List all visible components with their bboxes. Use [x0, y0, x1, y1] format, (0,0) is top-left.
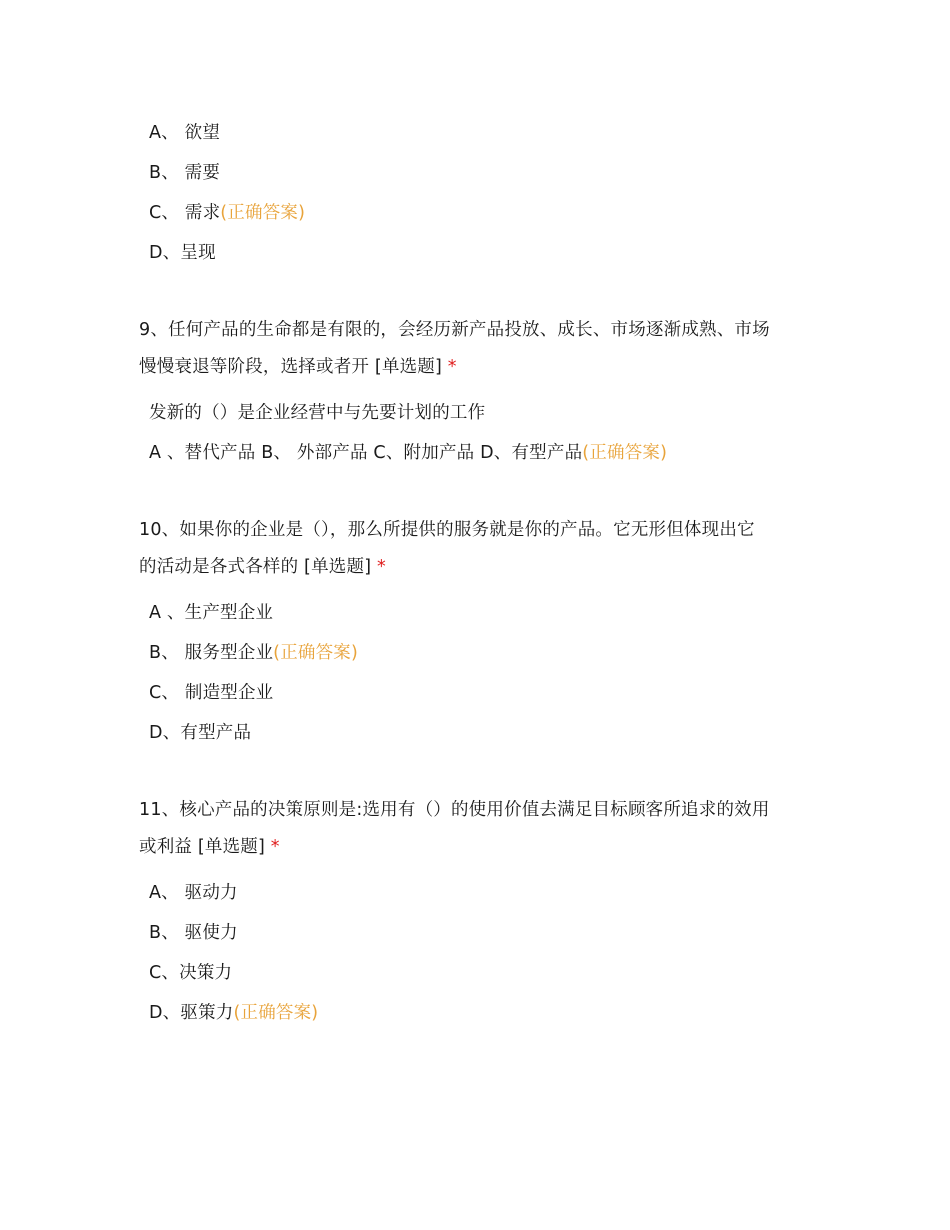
q8-option-a [149, 121, 220, 145]
required-mark: * [270, 837, 280, 857]
required-mark: * [447, 357, 457, 377]
option-label: B、 驱使力 [149, 923, 238, 943]
q11-text-line-1: 11、核心产品的决策原则是:选用有（）的使用价值去满足目标顾客所追求的效用 [139, 800, 770, 820]
q8-option-d [149, 241, 216, 265]
correct-answer-mark: (正确答案) [220, 203, 306, 223]
option-label: B、 服务型企业 [149, 643, 274, 663]
required-mark: * [376, 557, 386, 577]
q10-option-b [149, 641, 358, 665]
option-label: C、 制造型企业 [149, 683, 274, 703]
option-label: C、决策力 [149, 963, 233, 983]
q11-option-a [149, 881, 238, 905]
q10-text-line-1: 10、如果你的企业是（），那么所提供的服务就是你的产品。它无形但体现出它 [139, 520, 755, 540]
option-label: D、有型产品 [149, 723, 252, 743]
option-label: C、 需求 [149, 203, 221, 223]
q10-option-d [149, 721, 251, 745]
correct-answer-mark: (正确答案) [233, 1003, 319, 1023]
q8-option-c [149, 201, 305, 225]
q9-continuation: 发新的（）是企业经营中与先要计划的工作 [149, 403, 486, 423]
q8-option-b [149, 161, 220, 185]
option-label: B、 需要 [149, 163, 221, 183]
question-text: 或利益 [单选题] [139, 837, 266, 857]
q10-option-c [149, 681, 273, 705]
q9-text-line-2 [139, 355, 457, 379]
q11-option-c [149, 961, 232, 985]
question-text: 的活动是各式各样的 [单选题] [139, 557, 372, 577]
option-label: A 、生产型企业 [149, 603, 274, 623]
option-label: A、 欲望 [149, 123, 221, 143]
options-text: A 、替代产品 B、 外部产品 C、附加产品 D、有型产品 [149, 443, 583, 463]
q10-text-line-2 [139, 555, 386, 579]
q9-text-line-1: 9、任何产品的生命都是有限的，会经历新产品投放、成长、市场逐渐成熟、市场 [139, 320, 770, 340]
q11-option-d [149, 1001, 318, 1025]
correct-answer-mark: (正确答案) [273, 643, 359, 663]
correct-answer-mark: (正确答案) [582, 443, 668, 463]
q11-option-b [149, 921, 238, 945]
option-label: D、驱策力 [149, 1003, 234, 1023]
q11-text-line-2 [139, 835, 280, 859]
question-text: 慢慢衰退等阶段，选择或者开 [单选题] [139, 357, 443, 377]
q10-option-a [149, 601, 273, 625]
q9-options-line [149, 441, 667, 465]
option-label: D、呈现 [149, 243, 216, 263]
option-label: A、 驱动力 [149, 883, 238, 903]
